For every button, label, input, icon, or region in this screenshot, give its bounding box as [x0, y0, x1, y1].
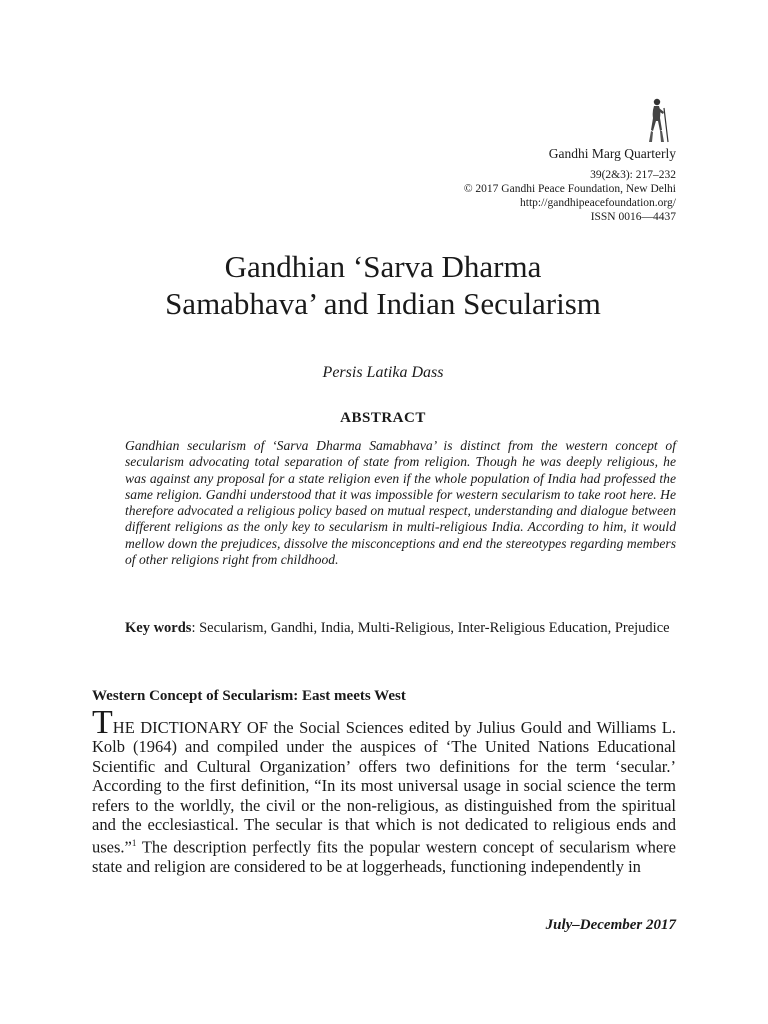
journal-issn: ISSN 0016—4437 [590, 211, 676, 223]
body-paragraph [92, 704, 676, 877]
section-heading: Western Concept of Secularism: East meets West [92, 688, 406, 704]
journal-info [464, 146, 676, 224]
journal-url: http://gandhipeacefoundation.org/ [520, 197, 676, 209]
footer-date: July–December 2017 [545, 917, 676, 933]
author-name: Persis Latika Dass [322, 364, 444, 381]
journal-issue: 39(2&3): 217–232 [590, 169, 676, 181]
journal-name: Gandhi Marg Quarterly [548, 146, 676, 161]
article-title [70, 248, 696, 322]
footnote-ref[interactable]: 1 [131, 838, 137, 849]
lead-caps: HE DICTIONARY OF [112, 718, 268, 737]
walking-gandhi-icon [644, 96, 672, 146]
drop-cap: T [92, 704, 113, 741]
journal-copyright: © 2017 Gandhi Peace Foundation, New Delhi [463, 183, 676, 195]
keywords [125, 620, 676, 638]
body-text-part-1: the Social Sciences edited by Julius Gould and Williams L. Kolb (1964) and compiled under the auspices of ‘The United Nations Educational Scientific and Cultural Organization’ offers two definitions for the term ‘secular.’ According to the first definition, “In its most universal usage in social science the term refers to the worldly, the civil or the non-religious, as distinguished from the spiritual and the ecclesiastical. The secular is that which is not dedicated to religious ends and uses.” [92, 718, 676, 857]
article-title-line-2: Samabhava’ and Indian Secularism [165, 286, 601, 321]
body-text-part-2: The description perfectly fits the popular western concept of secularism where state and religion are considered to be at loggerheads, functioning independently in [92, 837, 676, 877]
keywords-label: Key words [125, 620, 192, 636]
abstract-heading: ABSTRACT [340, 410, 426, 426]
keywords-text: : Secularism, Gandhi, India, Multi-Religious, Inter-Religious Education, Prejudice [191, 620, 670, 636]
article-title-line-1: Gandhian ‘Sarva Dharma [224, 249, 542, 284]
abstract-text: Gandhian secularism of ‘Sarva Dharma Samabhava’ is distinct from the western concept of secularism advocating total separation of state from religion. Though he was deeply religious, he was against any proposal for a state religion even if the whole population of India had professed the same religion. Gandhi understood that it was impossible for western secularism to take root here. He therefore advocated a religious policy based on mutual respect, understanding and dialogue between different religions as the only key to secularism in multi-religious India. According to him, it would mellow down the prejudices, dissolve the misconceptions and end the stereotypes regarding members of other religions right from childhood. [125, 438, 676, 568]
